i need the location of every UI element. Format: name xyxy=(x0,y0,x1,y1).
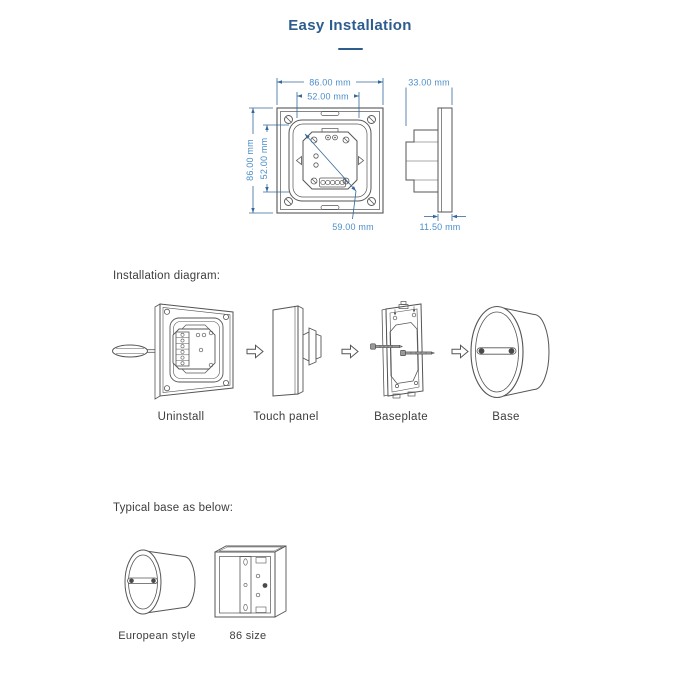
typical-base-heading: Typical base as below: xyxy=(113,502,234,514)
step-label-base: Base xyxy=(492,411,520,423)
european-style-base-drawing xyxy=(125,550,195,614)
step-arrow-icon xyxy=(247,345,263,357)
dim-front-inner-width-label: 52.00 mm xyxy=(307,91,349,102)
title-underline xyxy=(338,48,363,50)
step-label-uninstall: Uninstall xyxy=(157,411,205,423)
base-label-86-size: 86 size xyxy=(229,630,267,642)
dim-side-depth-label: 33.00 mm xyxy=(408,77,450,88)
front-view-drawing xyxy=(277,108,383,213)
installation-steps-drawing xyxy=(105,295,565,410)
typical-base-drawing xyxy=(110,540,310,630)
dim-front-height-label: 86.00 mm xyxy=(245,139,255,181)
step-label-baseplate: Baseplate xyxy=(374,411,428,423)
touch-panel-drawing xyxy=(273,306,321,396)
baseplate-drawing xyxy=(371,302,435,399)
step-label-touch-panel: Touch panel xyxy=(253,411,319,423)
step-arrow-icon xyxy=(452,345,468,357)
dim-front-inner-height-label: 52.00 mm xyxy=(259,137,269,180)
base-label-european-style: European style xyxy=(118,630,196,642)
size-86-box-drawing xyxy=(215,546,286,617)
step-arrow-icon xyxy=(342,345,358,357)
page-title: Easy Installation xyxy=(288,17,412,34)
dim-front-diagonal-label: 59.00 mm xyxy=(332,222,374,232)
screwdriver-graphic xyxy=(113,345,158,357)
dim-panel-thickness-label: 11.50 mm xyxy=(419,222,461,232)
dimension-drawing xyxy=(235,68,470,240)
dim-front-width-label: 86.00 mm xyxy=(309,77,351,88)
uninstall-panel-drawing xyxy=(155,304,233,399)
base-drawing xyxy=(471,307,549,398)
side-view-drawing xyxy=(406,108,452,212)
installation-heading: Installation diagram: xyxy=(113,270,221,282)
